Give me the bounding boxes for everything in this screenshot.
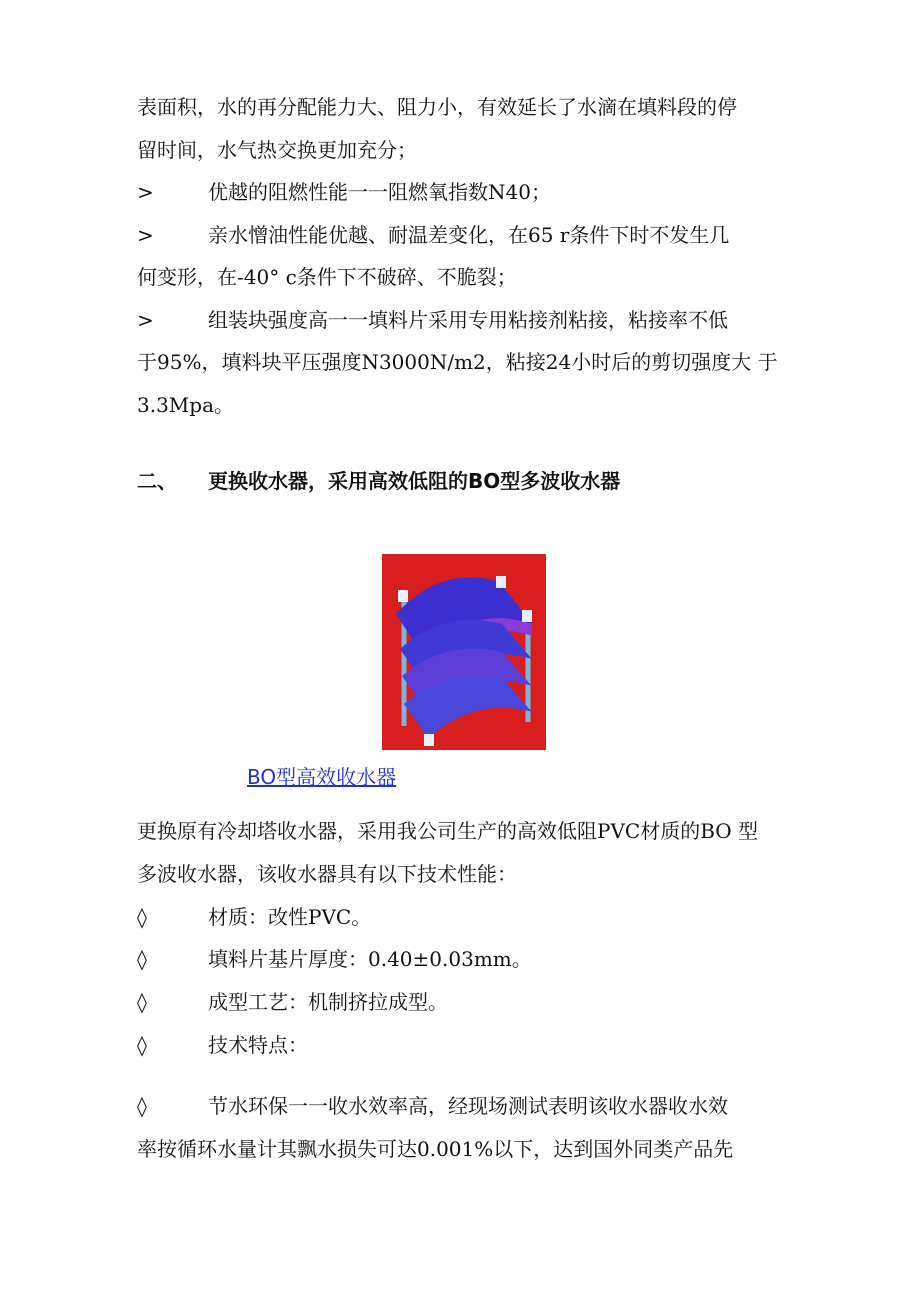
figure-caption[interactable]: BO型高效收水器: [247, 765, 397, 789]
bullet-text-continued: 3.3Mpa。: [137, 393, 235, 417]
spec-item: 材质：改性PVC。: [208, 905, 372, 929]
bullet-marker: >: [137, 308, 154, 332]
spec-item: 技术特点：: [208, 1033, 308, 1057]
diamond-marker: ◊: [137, 905, 147, 929]
paragraph-line: 留时间，水气热交换更加充分；: [137, 138, 417, 162]
diamond-marker: ◊: [137, 1094, 147, 1118]
diamond-marker: ◊: [137, 947, 147, 971]
drift-eliminator-photo: [382, 554, 546, 750]
diamond-marker: ◊: [137, 1033, 147, 1057]
spec-item: 节水环保一一收水效率高，经现场测试表明该收水器收水效: [208, 1094, 728, 1118]
bullet-text: 亲水憎油性能优越、耐温差变化，在65 r条件下时不发生几: [208, 223, 730, 247]
paragraph-line: 表面积，水的再分配能力大、阻力小，有效延长了水滴在填料段的停: [137, 95, 737, 119]
bullet-marker: >: [137, 180, 154, 204]
paragraph-line: 多波收水器，该收水器具有以下技术性能：: [137, 862, 517, 886]
diamond-marker: ◊: [137, 990, 147, 1014]
bullet-text: 组装块强度高一一填料片采用专用粘接剂粘接，粘接率不低: [208, 308, 728, 332]
paragraph-line: 更换原有冷却塔收水器，采用我公司生产的高效低阻PVC材质的BO 型: [137, 819, 759, 843]
bullet-text-continued: 何变形，在-40° c条件下不破碎、不脆裂；: [137, 265, 517, 289]
spec-item: 填料片基片厚度：0.40±0.03mm。: [208, 947, 532, 971]
drift-eliminator-illustration: [382, 554, 546, 750]
spec-item: 成型工艺：机制挤拉成型。: [208, 990, 448, 1014]
section-title: 更换收水器，采用高效低阻的BO型多波收水器: [208, 469, 621, 493]
bullet-text: 优越的阻燃性能一一阻燃氧指数N40；: [208, 180, 551, 204]
spec-item-continued: 率按循环水量计其飘水损失可达0.001%以下，达到国外同类产品先: [137, 1137, 734, 1161]
bullet-marker: >: [137, 223, 154, 247]
bullet-text-continued: 于95%，填料块平压强度N3000N/m2，粘接24小时后的剪切强度大 于: [137, 350, 778, 374]
section-number: 二、: [137, 469, 177, 493]
